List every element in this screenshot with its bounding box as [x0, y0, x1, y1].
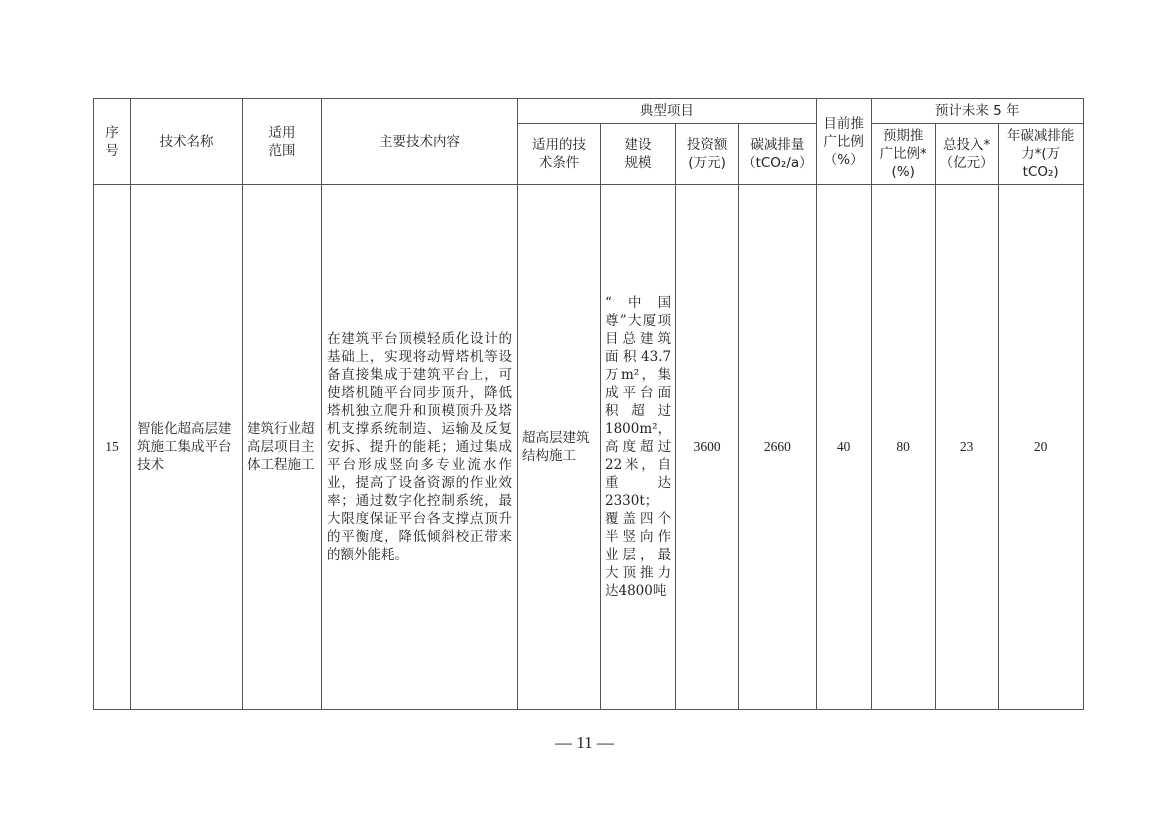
page-number: — 11 — [555, 733, 614, 752]
header-scope: 适用范围 [243, 99, 322, 185]
cell-investment: 3600 [676, 185, 739, 710]
cell-scale: “中国尊”大厦项目总建筑面积43.7万m²，集成平台面积超过1800m²，高度超过22米，自重达2330t；覆盖四个半竖向作业层，最大顶推力达4800吨 [601, 185, 676, 710]
cell-tech-name: 智能化超高层建筑施工集成平台技术 [131, 185, 243, 710]
cell-scope: 建筑行业超高层项目主体工程施工 [243, 185, 322, 710]
header-next-5-years: 预计未来 5 年 [871, 99, 1083, 124]
cell-annual-capacity: 20 [998, 185, 1083, 710]
cell-current-ratio: 40 [816, 185, 871, 710]
header-main-content: 主要技术内容 [322, 99, 518, 185]
header-conditions: 适用的技术条件 [518, 124, 601, 185]
cell-seq: 15 [94, 185, 131, 710]
header-seq: 序号 [94, 99, 131, 185]
header-annual-capacity: 年碳减排能力*(万 tCO₂) [998, 124, 1083, 185]
cell-carbon-reduction: 2660 [739, 185, 817, 710]
header-total-invest: 总投入*（亿元） [935, 124, 998, 185]
cell-conditions: 超高层建筑结构施工 [518, 185, 601, 710]
technology-table [93, 98, 1084, 710]
header-scale: 建设规模 [601, 124, 676, 185]
cell-total-invest: 23 [935, 185, 998, 710]
table-row [94, 185, 1084, 710]
header-typical-project: 典型项目 [518, 99, 817, 124]
header-carbon-reduction: 碳减排量（tCO₂/a） [739, 124, 817, 185]
header-expected-ratio: 预期推广比例*(%) [871, 124, 935, 185]
header-current-ratio: 目前推广比例（%） [816, 99, 871, 185]
cell-expected-ratio: 80 [871, 185, 935, 710]
cell-main-content: 在建筑平台顶模轻质化设计的基础上，实现将动臂塔机等设备直接集成于建筑平台上，可使塔机随平台同步顶升，降低塔机独立爬升和顶模顶升及塔机支撑系统制造、运输及反复安拆、提升的能耗；通过集成平台形成竖向多专业流水作业，提高了设备资源的作业效率；通过数字化控制系统，最大限度保证平台各支撑点顶升的平衡度，降低倾斜校正带来的额外能耗。 [322, 185, 518, 710]
header-tech-name: 技术名称 [131, 99, 243, 185]
header-investment: 投资额(万元) [676, 124, 739, 185]
